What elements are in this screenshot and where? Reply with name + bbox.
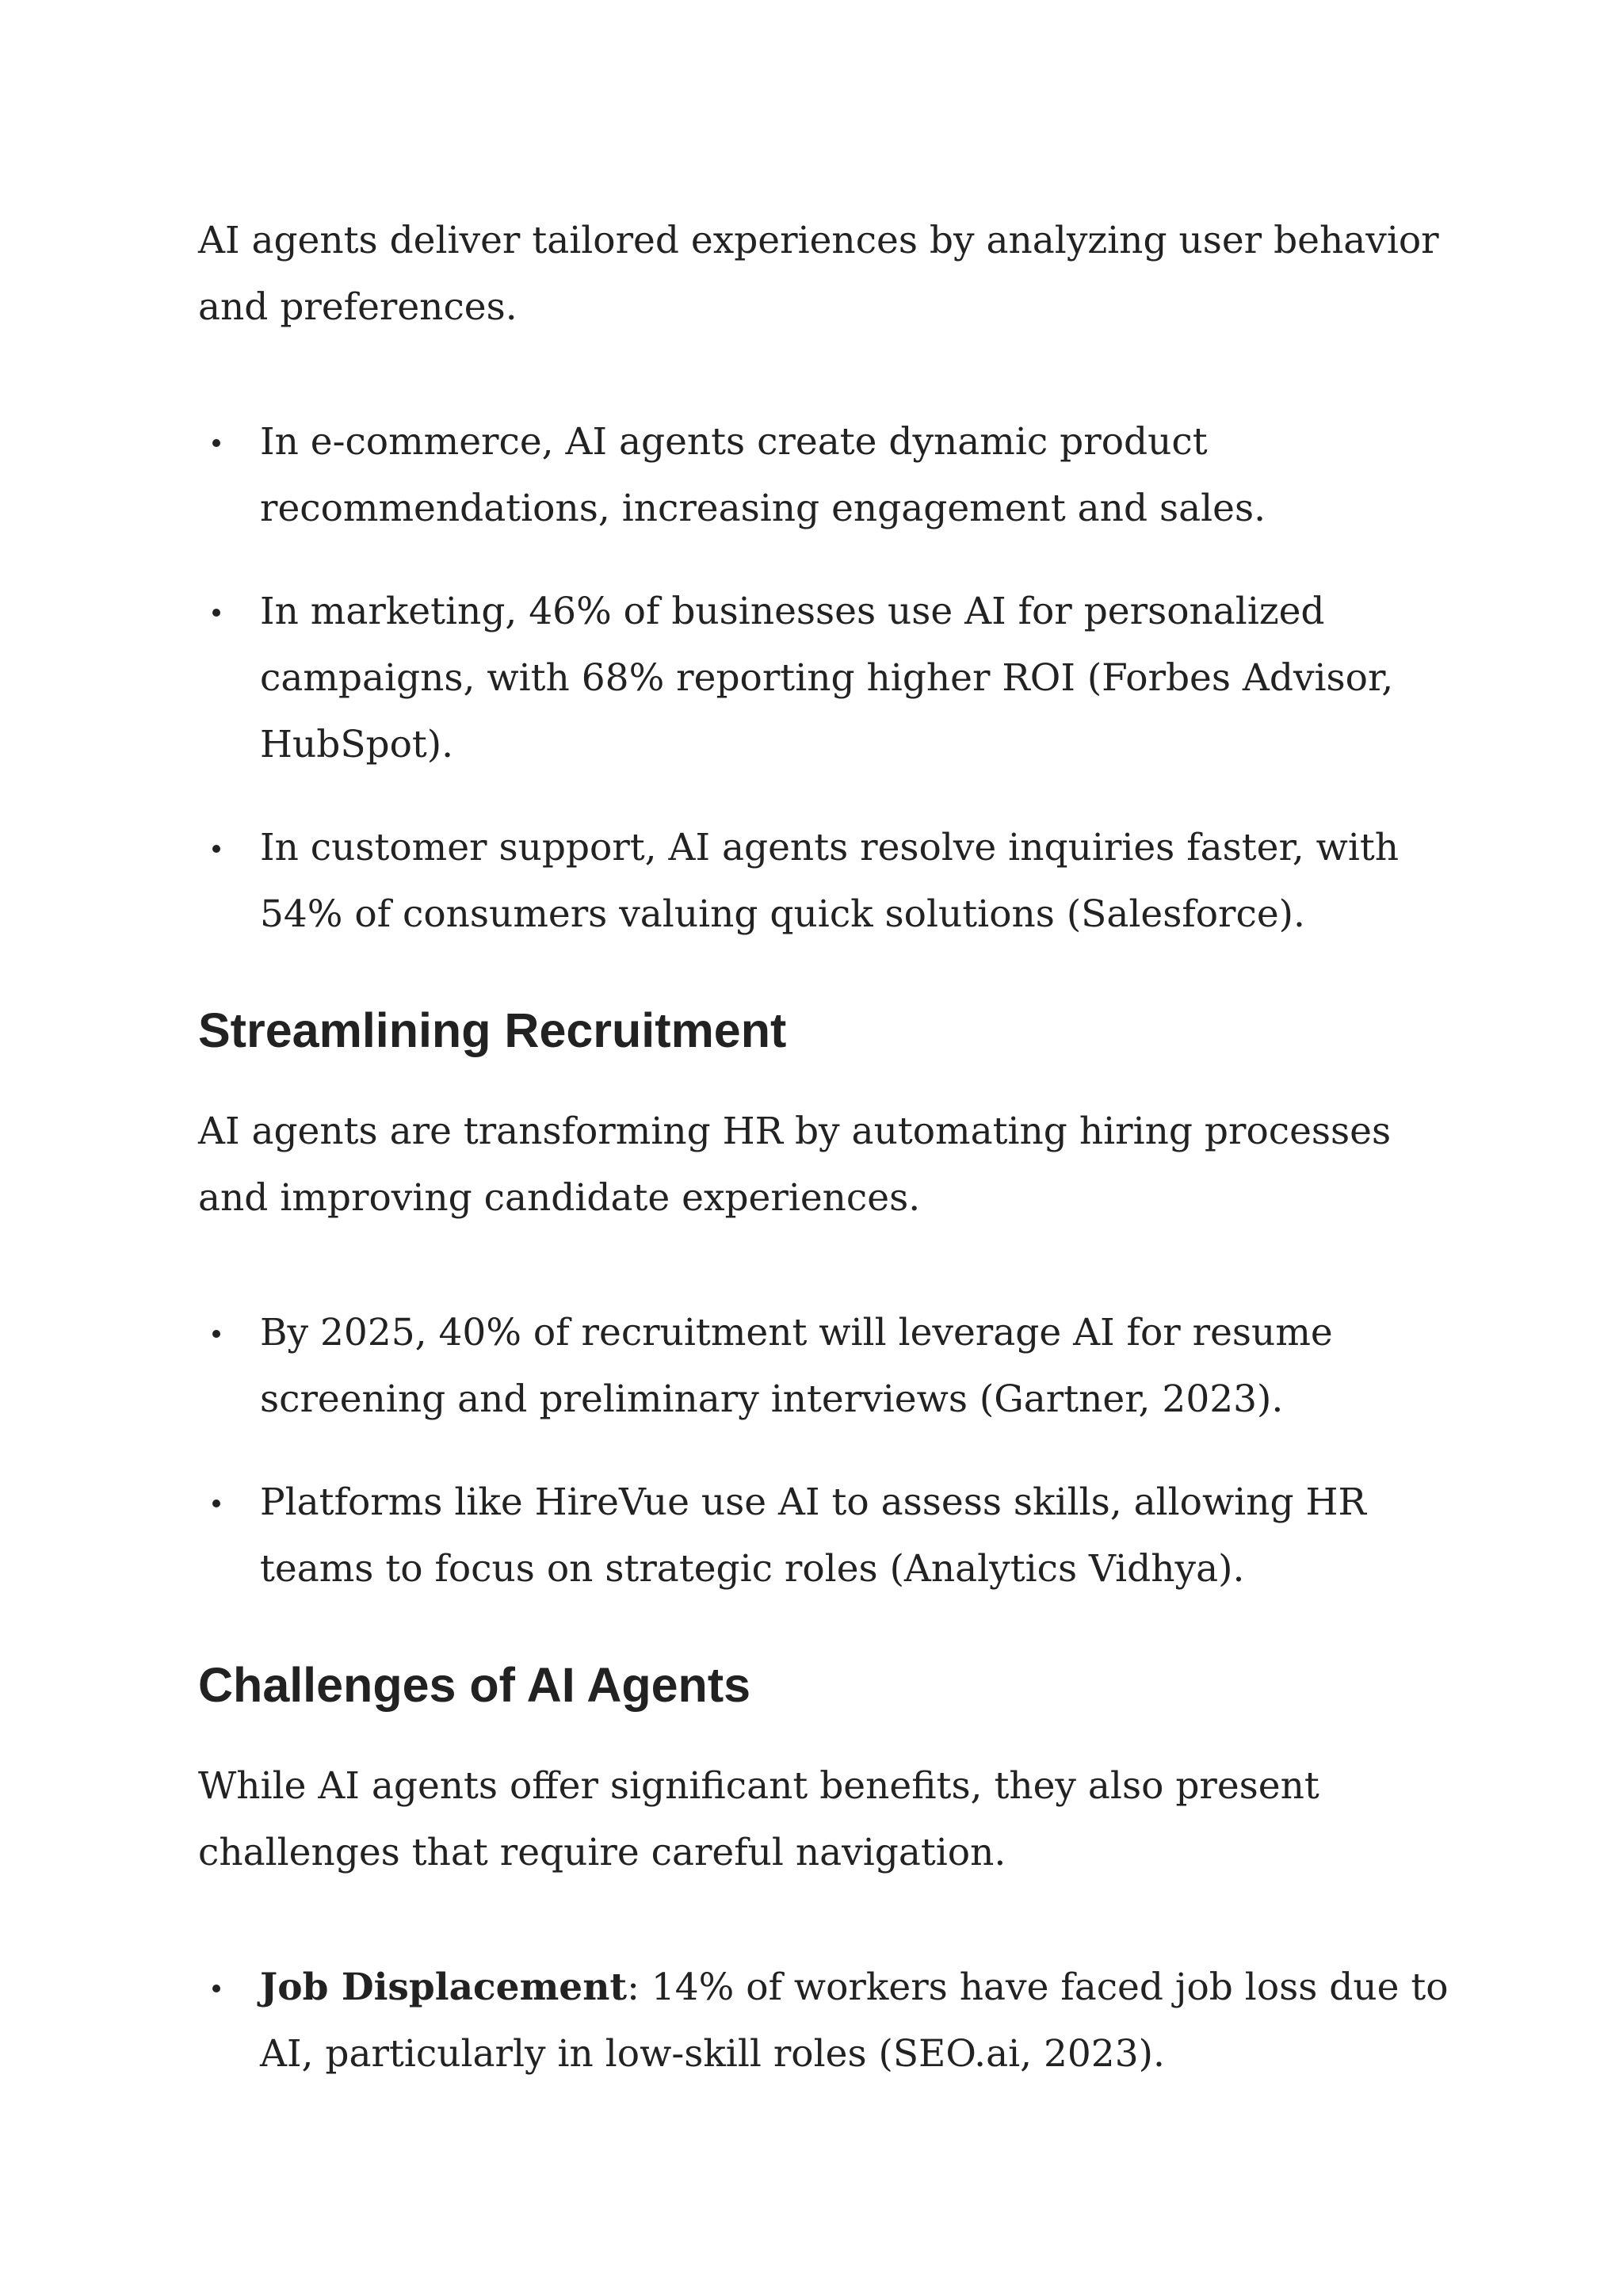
personalization-intro: AI agents deliver tailored experiences by analyzing user behavior and preferences. — [198, 219, 1439, 329]
bullet-icon — [212, 1330, 220, 1338]
list-item — [198, 1954, 1450, 2088]
bullet-term: Job Displacement — [260, 1966, 628, 2009]
list-item — [198, 1469, 1450, 1603]
recruitment-bullet-list — [198, 1300, 1450, 1603]
challenges-intro: While AI agents offer significant benefits, they also present challenges that require careful navigation. — [198, 1764, 1319, 1874]
list-item-text: By 2025, 40% of recruitment will leverage AI for resume screening and preliminary interviews (Gartner, 2023). — [260, 1311, 1333, 1421]
list-item-text: In marketing, 46% of businesses use AI for personalized campaigns, with 68% reporting higher ROI (Forbes Advisor, HubSpot). — [260, 590, 1394, 766]
bullet-icon — [212, 845, 220, 853]
personalization-bullet-list — [198, 409, 1450, 948]
list-item — [198, 1300, 1450, 1433]
list-item-text: In e-commerce, AI agents create dynamic product recommendations, increasing engagement and sales. — [260, 420, 1266, 530]
list-item — [198, 409, 1450, 542]
list-item — [198, 815, 1450, 948]
bullet-icon — [212, 609, 220, 617]
section-heading-challenges: Challenges of AI Agents — [198, 1658, 751, 1712]
section-heading-recruitment: Streamlining Recruitment — [198, 1003, 787, 1057]
document-page — [198, 208, 1450, 2088]
list-item — [198, 579, 1450, 778]
recruitment-intro: AI agents are transforming HR by automating hiring processes and improving candidate experiences. — [198, 1110, 1392, 1220]
list-item-text: : 14% of workers have faced job loss due to AI, particularly in low-skill roles (SEO.ai, 2023). — [260, 1966, 1449, 2076]
list-item-text: In customer support, AI agents resolve inquiries faster, with 54% of consumers valuing quick solutions (Salesforce). — [260, 826, 1400, 936]
list-item-text: Platforms like HireVue use AI to assess skills, allowing HR teams to focus on strategic roles (Analytics Vidhya). — [260, 1480, 1366, 1591]
challenges-bullet-list — [198, 1954, 1450, 2088]
bullet-icon — [212, 1985, 220, 1992]
bullet-icon — [212, 439, 220, 447]
bullet-icon — [212, 1499, 220, 1507]
